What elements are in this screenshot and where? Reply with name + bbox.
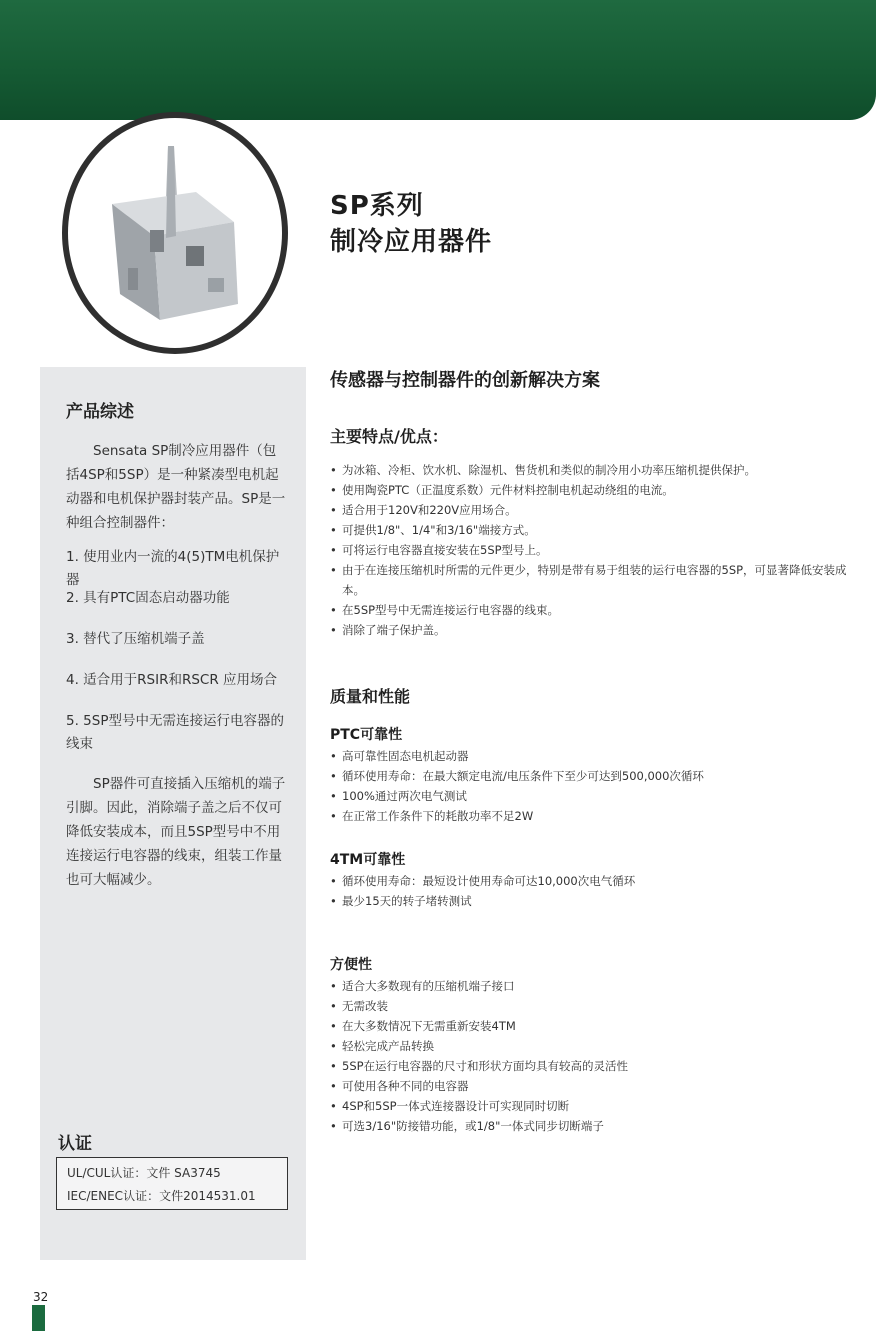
overview-heading: 产品综述 [66,402,134,422]
convenience-item: • 轻松完成产品转换 [322,1036,852,1056]
convenience-heading: 方便性 [330,957,372,973]
overview-item: 5. 5SP型号中无需连接运行电容器的线束 [66,713,284,752]
tm-list [322,871,852,911]
certification-line: IEC/ENEC认证：文件2014531.01 [67,1189,256,1203]
tm-item: • 最少15天的转子堵转测试 [322,891,852,911]
ptc-heading: PTC可靠性 [330,727,403,743]
page-title [330,188,492,260]
feature-item: • 在5SP型号中无需连接运行电容器的线束。 [322,600,852,620]
convenience-list [322,976,852,1136]
overview-sidebar [40,367,306,1260]
certification-heading: 认证 [58,1134,92,1154]
ptc-item: • 循环使用寿命：在最大额定电流/电压条件下至少可达到500,000次循环 [322,766,852,786]
main-heading: 传感器与控制器件的创新解决方案 [330,370,600,391]
overview-item: 1. 使用业内一流的4(5)TM电机保护器 [66,549,280,588]
ptc-item: • 高可靠性固态电机起动器 [322,746,852,766]
series-subtitle: 制冷应用器件 [330,227,493,257]
ptc-list [322,746,852,826]
overview-item: 4. 适合用于RSIR和RSCR 应用场合 [66,672,278,688]
header-band [0,0,876,120]
feature-item: • 为冰箱、冷柜、饮水机、除湿机、售货机和类似的制冷用小功率压缩机提供保护。 [322,460,852,480]
feature-item: • 使用陶瓷PTC（正温度系数）元件材料控制电机起动绕组的电流。 [322,480,852,500]
features-heading: 主要特点/优点： [330,427,448,446]
convenience-item: • 在大多数情况下无需重新安装4TM [322,1016,852,1036]
feature-item: • 可提供1/8"、1/4"和3/16"端接方式。 [322,520,852,540]
feature-item: • 适合用于120V和220V应用场合。 [322,500,852,520]
overview-paragraph: SP器件可直接插入压缩机的端子引脚。因此，消除端子盖之后不仅可降低安装成本，而且5SP型号中不用连接运行电容器的线束，组装工作量也可大幅减少。 [66,776,286,888]
certification-box [56,1157,288,1210]
feature-item: • 消除了端子保护盖。 [322,620,852,640]
overview-item: 2. 具有PTC固态启动器功能 [66,590,230,606]
ptc-item: • 100%通过两次电气测试 [322,786,852,806]
overview-intro: Sensata SP制冷应用器件（包括4SP和5SP）是一种紧凑型电机起动器和电机保护器封装产品。SP是一种组合控制器件： [66,443,286,531]
overview-item: 3. 替代了压缩机端子盖 [66,631,205,647]
convenience-item: • 适合大多数现有的压缩机端子接口 [322,976,852,996]
convenience-item: • 无需改装 [322,996,852,1016]
tm-item: • 循环使用寿命：最短设计使用寿命可达10,000次电气循环 [322,871,852,891]
tm-heading: 4TM可靠性 [330,852,406,868]
series-title: SP系列 [330,191,424,221]
feature-item: • 可将运行电容器直接安装在5SP型号上。 [322,540,852,560]
certification-line: UL/CUL认证：文件 SA3745 [67,1166,221,1180]
ptc-item: • 在正常工作条件下的耗散功率不足2W [322,806,852,826]
convenience-item: • 可选3/16"防接错功能，或1/8"一体式同步切断端子 [322,1116,852,1136]
convenience-item: • 4SP和5SP一体式连接器设计可实现同时切断 [322,1096,852,1116]
product-image-frame [62,112,288,354]
page-tab-marker [32,1305,45,1331]
product-image [68,118,282,348]
features-list [322,460,852,640]
convenience-item: • 可使用各种不同的电容器 [322,1076,852,1096]
quality-heading: 质量和性能 [330,687,411,706]
feature-item: • 由于在连接压缩机时所需的元件更少，特别是带有易于组装的运行电容器的5SP，可显著降低安装成本。 [322,560,852,600]
page-number: 32 [33,1290,49,1304]
convenience-item: • 5SP在运行电容器的尺寸和形状方面均具有较高的灵活性 [322,1056,852,1076]
